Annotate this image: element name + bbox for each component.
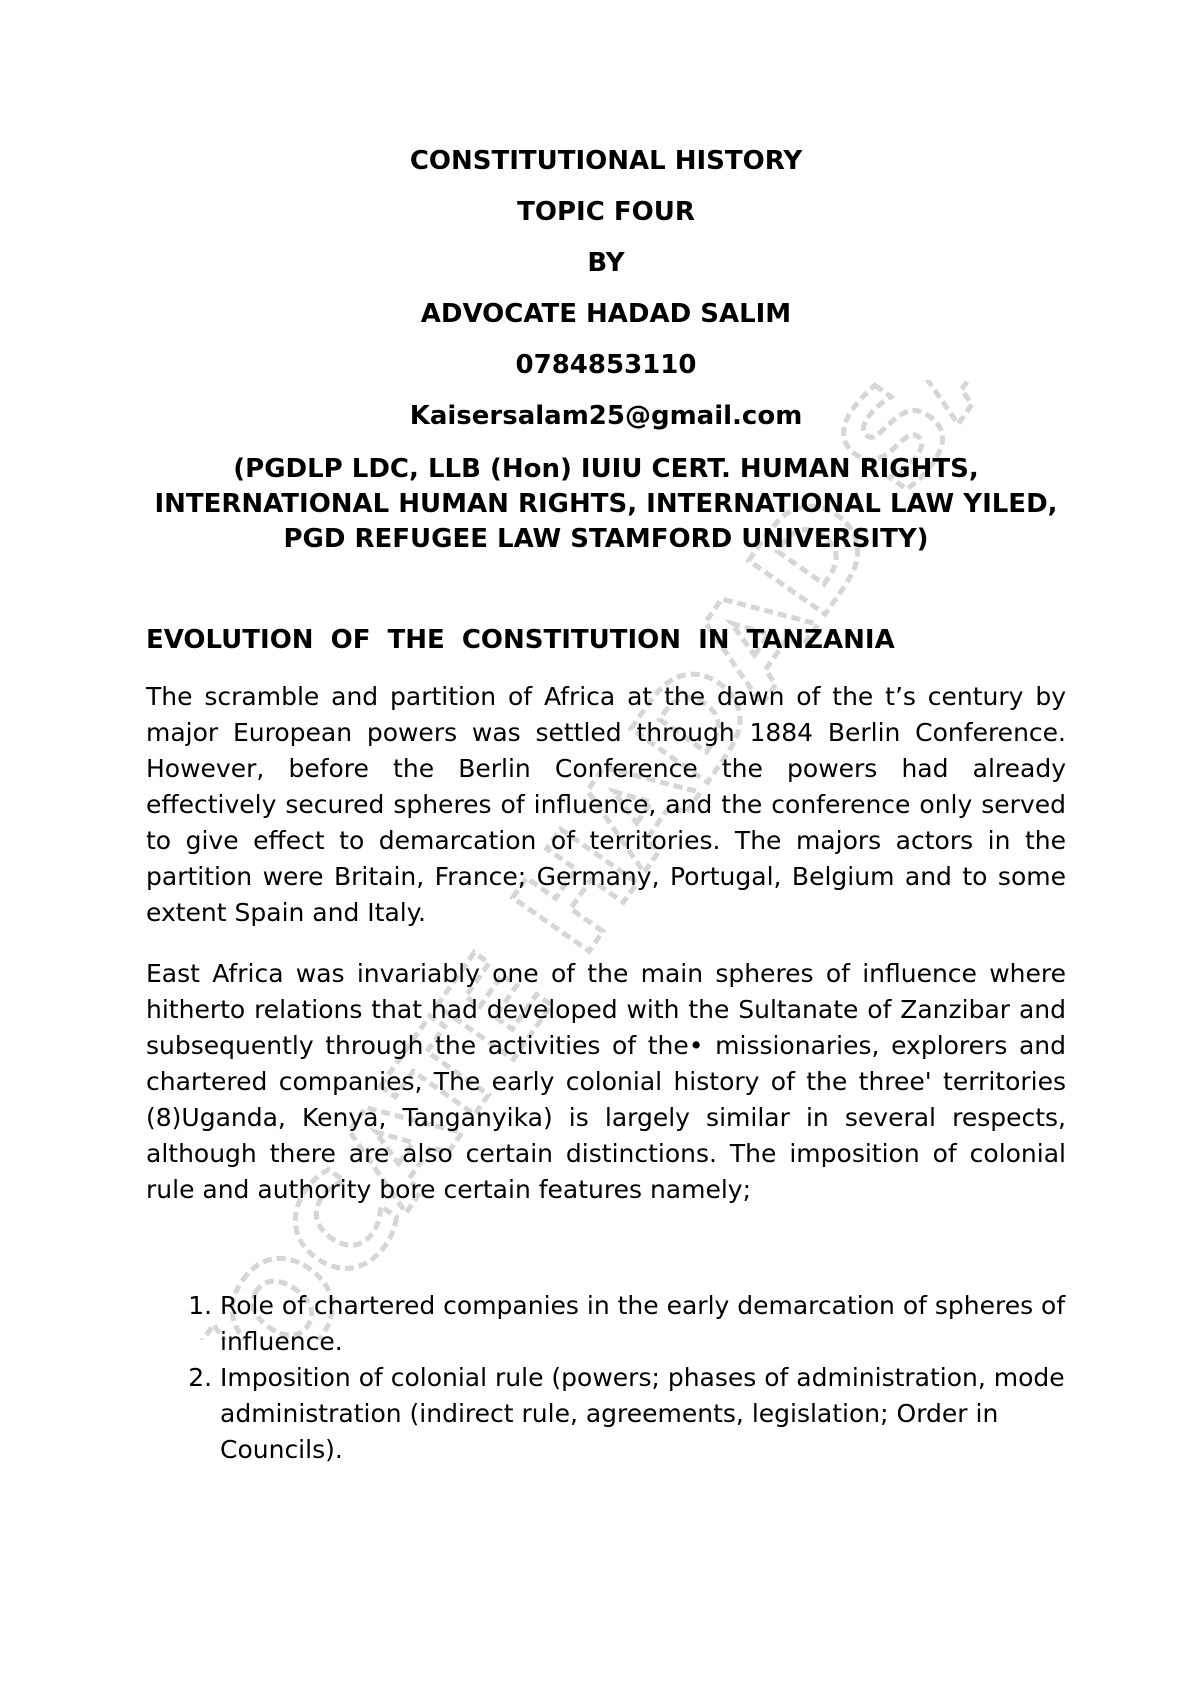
author-name: ADVOCATE HADAD SALIM (420, 299, 792, 329)
course-title: CONSTITUTIONAL HISTORY (409, 146, 803, 176)
topic-label: TOPIC FOUR (517, 197, 695, 227)
document-content (146, 140, 1066, 1468)
author-phone: 0784853110 (515, 350, 697, 380)
author-qualifications: (PGDLP LDC, LLB (Hon) IUIU CERT. HUMAN RIGHTS, INTERNATIONAL HUMAN RIGHTS, INTERNATIONAL LAW YILED, PGD REFUGEE LAW STAMFORD UNIVERSITY) (154, 454, 1058, 554)
paragraph-partition: The scramble and partition of Africa at the dawn of the t’s century by major European powers was settled through 1884 Berlin Conference. However, before the Berlin Conference the powers had already effectively secured spheres of influence, and the conference only served to give effect to demarcation of territories. The majors actors in the partition were Britain, France; Germany, Portugal, Belgium and to some extent Spain and Italy. (146, 681, 1066, 927)
section-heading: EVOLUTION OF THE CONSTITUTION IN TANZANIA (146, 625, 895, 655)
paragraph-east-africa: East Africa was invariably one of the main spheres of influence where hitherto relations that had developed with the Sultanate of Zanzibar and subsequently through the activities of the• missionaries, explorers and chartered companies, The early colonial history of the three' territories (8)Uganda, Kenya, Tanganyika) is largely similar in several respects, although there are also certain distinctions. The imposition of colonial rule and authority bore certain features namely; (146, 958, 1066, 1204)
list-item: 1. Role of chartered companies in the early demarcation of spheres of influence. (220, 1288, 1066, 1360)
by-label: BY (587, 248, 625, 278)
title-block (146, 144, 1066, 433)
watermark-text: ADVOCATE HADAD (160, 468, 905, 1340)
list-item: 2. Imposition of colonial rule (powers; phases of administration, mode administration (indirect rule, agreements, legislation; Order in Councils). (220, 1360, 1066, 1468)
features-list (146, 1288, 1066, 1468)
author-email: Kaisersalam25@gmail.com (409, 401, 803, 431)
